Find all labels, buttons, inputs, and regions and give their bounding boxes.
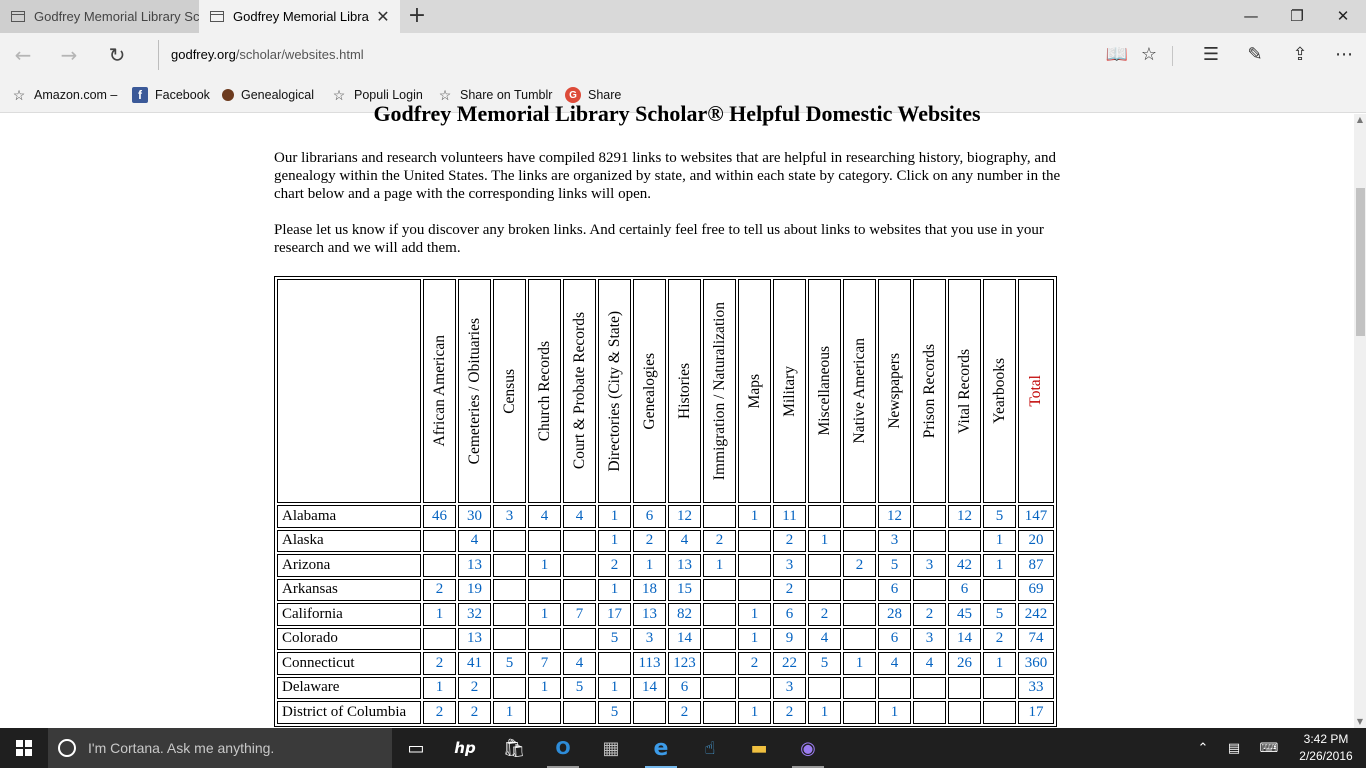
total-link-cell[interactable]: 33 (1018, 677, 1054, 700)
column-header: Church Records (535, 340, 553, 442)
link-count-cell (913, 677, 946, 700)
link-count-cell[interactable]: 19 (458, 579, 491, 602)
scroll-down-arrow-icon[interactable]: ▼ (1356, 717, 1364, 726)
link-count-cell (808, 554, 841, 577)
link-count-cell[interactable]: 1 (808, 701, 841, 724)
scroll-thumb[interactable] (1356, 188, 1365, 336)
link-count-cell[interactable]: 12 (948, 505, 981, 528)
link-count-cell (528, 579, 561, 602)
link-count-cell (563, 628, 596, 651)
table-row (277, 505, 1054, 528)
link-count-cell[interactable]: 17 (598, 603, 631, 626)
start-button[interactable] (0, 728, 48, 768)
total-link-cell[interactable]: 17 (1018, 701, 1054, 724)
link-count-cell (808, 505, 841, 528)
link-count-cell[interactable]: 4 (668, 530, 701, 553)
link-count-cell (703, 579, 736, 602)
tab-godfrey-1[interactable] (0, 0, 199, 33)
link-count-cell[interactable]: 2 (773, 579, 806, 602)
link-count-cell[interactable]: 3 (878, 530, 911, 553)
star-icon: ☆ (12, 86, 26, 103)
column-header: Prison Records (920, 343, 938, 439)
forward-arrow-icon[interactable]: → (60, 43, 78, 67)
link-count-cell[interactable]: 2 (843, 554, 876, 577)
link-count-cell[interactable]: 30 (458, 505, 491, 528)
link-count-cell[interactable]: 2 (913, 603, 946, 626)
link-count-cell[interactable]: 14 (948, 628, 981, 651)
link-count-cell[interactable]: 1 (423, 603, 456, 626)
star-icon: ☆ (332, 86, 346, 103)
link-count-cell (493, 628, 526, 651)
state-name-cell: Colorado (277, 628, 421, 651)
column-header: Newspapers (885, 353, 903, 429)
link-count-cell[interactable]: 6 (948, 579, 981, 602)
link-count-cell (528, 530, 561, 553)
link-count-cell[interactable]: 2 (808, 603, 841, 626)
column-header: Vital Records (955, 348, 973, 434)
link-count-cell (633, 701, 666, 724)
link-count-cell[interactable]: 26 (948, 652, 981, 675)
link-count-cell[interactable]: 3 (493, 505, 526, 528)
state-name-cell: Arizona (277, 554, 421, 577)
link-count-cell[interactable]: 1 (878, 701, 911, 724)
share-icon[interactable]: ⇪ (1292, 44, 1308, 65)
state-header (277, 279, 421, 503)
link-count-cell (528, 628, 561, 651)
favorite-star-icon[interactable]: ☆ (1140, 44, 1158, 65)
toolbar-divider (1172, 46, 1173, 66)
link-count-cell (913, 701, 946, 724)
hp-app-icon[interactable]: hp (454, 739, 476, 757)
table-row (277, 579, 1054, 602)
websites-table (274, 276, 1057, 727)
link-count-cell[interactable]: 5 (878, 554, 911, 577)
close-tab-icon[interactable]: ✕ (376, 8, 390, 26)
link-count-cell[interactable]: 1 (738, 505, 771, 528)
link-count-cell[interactable]: 123 (668, 652, 701, 675)
table-header-row (277, 279, 1054, 503)
link-count-cell[interactable]: 4 (913, 652, 946, 675)
link-count-cell[interactable]: 2 (598, 554, 631, 577)
link-count-cell[interactable]: 3 (913, 554, 946, 577)
table-row (277, 652, 1054, 675)
web-note-icon[interactable]: ✎ (1247, 44, 1263, 65)
taskbar (0, 728, 1366, 768)
table-row (277, 554, 1054, 577)
link-count-cell[interactable]: 82 (668, 603, 701, 626)
link-count-cell[interactable]: 1 (808, 530, 841, 553)
navigation-bar (0, 33, 1366, 77)
windows-logo-icon (16, 740, 32, 756)
total-column-header: Total (1027, 375, 1044, 407)
link-count-cell[interactable]: 1 (738, 701, 771, 724)
link-count-cell (983, 677, 1016, 700)
column-header: Maps (745, 373, 763, 409)
tab-title: Godfrey Memorial Libra (233, 9, 369, 24)
link-count-cell (423, 628, 456, 651)
link-count-cell[interactable]: 13 (458, 554, 491, 577)
column-header: Histories (675, 363, 693, 419)
link-count-cell[interactable]: 18 (633, 579, 666, 602)
system-clock[interactable] (1290, 731, 1362, 765)
table-row (277, 603, 1054, 626)
hub-icon[interactable]: ☰ (1202, 44, 1220, 65)
link-count-cell (493, 530, 526, 553)
link-count-cell[interactable]: 1 (598, 530, 631, 553)
link-count-cell[interactable]: 1 (738, 628, 771, 651)
link-count-cell[interactable]: 1 (983, 652, 1016, 675)
column-header: Immigration / Naturalization (710, 301, 728, 481)
link-count-cell[interactable]: 5 (493, 652, 526, 675)
link-count-cell[interactable]: 4 (563, 505, 596, 528)
link-count-cell[interactable]: 4 (808, 628, 841, 651)
link-count-cell[interactable]: 4 (878, 652, 911, 675)
link-count-cell (563, 579, 596, 602)
column-header: Directories (City & State) (605, 310, 623, 472)
link-count-cell (948, 530, 981, 553)
link-count-cell[interactable]: 1 (598, 579, 631, 602)
link-count-cell[interactable]: 11 (773, 505, 806, 528)
link-count-cell (563, 701, 596, 724)
link-count-cell[interactable]: 2 (458, 677, 491, 700)
keyboard-icon[interactable]: ⌨ (1259, 740, 1279, 756)
column-header: Census (500, 368, 518, 414)
link-count-cell (843, 579, 876, 602)
link-count-cell (843, 701, 876, 724)
link-count-cell[interactable]: 2 (423, 579, 456, 602)
minimize-button[interactable]: — (1243, 7, 1259, 25)
link-count-cell[interactable]: 46 (423, 505, 456, 528)
link-count-cell[interactable]: 2 (703, 530, 736, 553)
link-count-cell (808, 677, 841, 700)
table-row (277, 628, 1054, 651)
link-count-cell[interactable]: 5 (808, 652, 841, 675)
link-count-cell (703, 603, 736, 626)
link-count-cell (948, 701, 981, 724)
link-count-cell[interactable]: 1 (493, 701, 526, 724)
link-count-cell (738, 554, 771, 577)
total-link-cell[interactable]: 360 (1018, 652, 1054, 675)
edge-browser-icon[interactable]: e (641, 732, 681, 764)
link-count-cell[interactable]: 7 (563, 603, 596, 626)
link-count-cell[interactable]: 13 (668, 554, 701, 577)
link-count-cell[interactable]: 5 (563, 677, 596, 700)
link-count-cell[interactable]: 1 (633, 554, 666, 577)
link-count-cell (878, 677, 911, 700)
link-count-cell[interactable]: 1 (598, 677, 631, 700)
link-count-cell (703, 628, 736, 651)
link-count-cell (913, 505, 946, 528)
link-count-cell (983, 701, 1016, 724)
address-bar[interactable] (158, 40, 1058, 70)
table-row (277, 530, 1054, 553)
link-count-cell (843, 603, 876, 626)
column-header: Military (780, 365, 798, 417)
link-count-cell[interactable]: 22 (773, 652, 806, 675)
link-count-cell[interactable]: 1 (598, 505, 631, 528)
fav-label: Populi Login (354, 88, 423, 102)
link-count-cell (423, 530, 456, 553)
link-count-cell[interactable]: 1 (423, 677, 456, 700)
link-count-cell (493, 677, 526, 700)
link-count-cell[interactable]: 1 (983, 530, 1016, 553)
link-count-cell[interactable]: 28 (878, 603, 911, 626)
tab-strip (0, 0, 1366, 33)
cortana-icon (58, 739, 76, 757)
link-count-cell (843, 628, 876, 651)
link-count-cell (703, 652, 736, 675)
link-count-cell[interactable]: 7 (528, 652, 561, 675)
link-count-cell[interactable]: 15 (668, 579, 701, 602)
star-icon: ☆ (438, 86, 452, 103)
link-count-cell[interactable]: 9 (773, 628, 806, 651)
link-count-cell (563, 554, 596, 577)
share-icon: G (565, 87, 581, 103)
link-count-cell[interactable]: 2 (738, 652, 771, 675)
link-count-cell[interactable]: 1 (843, 652, 876, 675)
link-count-cell[interactable]: 4 (458, 530, 491, 553)
file-explorer-icon[interactable]: ▬ (750, 737, 768, 759)
clock-date: 2/26/2016 (1299, 749, 1353, 763)
restore-button[interactable]: ❐ (1290, 7, 1304, 25)
link-count-cell[interactable]: 14 (633, 677, 666, 700)
task-view-icon[interactable]: ▭ (407, 737, 425, 759)
link-count-cell[interactable]: 6 (878, 579, 911, 602)
column-header: Native American (850, 338, 868, 444)
link-count-cell (493, 554, 526, 577)
column-header: Cemeteries / Obituaries (465, 317, 483, 465)
link-count-cell[interactable]: 5 (598, 701, 631, 724)
media-player-icon[interactable]: ◉ (788, 732, 828, 764)
link-count-cell[interactable]: 4 (563, 652, 596, 675)
link-count-cell (738, 530, 771, 553)
link-count-cell[interactable]: 41 (458, 652, 491, 675)
link-count-cell (703, 701, 736, 724)
fav-label: Facebook (155, 88, 210, 102)
column-header: African American (430, 335, 448, 447)
total-link-cell[interactable]: 242 (1018, 603, 1054, 626)
total-link-cell[interactable]: 20 (1018, 530, 1054, 553)
calculator-icon[interactable]: ▦ (602, 737, 620, 759)
link-count-cell (808, 579, 841, 602)
link-count-cell[interactable]: 14 (668, 628, 701, 651)
link-count-cell[interactable]: 13 (633, 603, 666, 626)
link-count-cell (948, 677, 981, 700)
link-count-cell[interactable]: 6 (633, 505, 666, 528)
link-count-cell[interactable]: 5 (598, 628, 631, 651)
link-count-cell[interactable]: 13 (458, 628, 491, 651)
total-link-cell[interactable]: 87 (1018, 554, 1054, 577)
link-count-cell[interactable]: 3 (633, 628, 666, 651)
link-count-cell[interactable]: 3 (773, 554, 806, 577)
table-body (277, 505, 1054, 724)
tray-chevron-icon[interactable]: ⌃ (1197, 740, 1209, 756)
link-count-cell[interactable]: 1 (528, 554, 561, 577)
link-count-cell[interactable]: 2 (668, 701, 701, 724)
link-count-cell[interactable]: 1 (738, 603, 771, 626)
link-count-cell[interactable]: 2 (633, 530, 666, 553)
link-count-cell[interactable]: 2 (983, 628, 1016, 651)
intro-paragraph: Our librarians and research volunteers have compiled 8291 links to websites that are helpful in researching history, biography, and genealogy within the United States. The links are organized by state, and within each state by category. Click on any number in the chart below and a page with the corresponding links will open. (274, 150, 1061, 202)
action-center-icon[interactable]: ▤ (1227, 740, 1241, 756)
tab-godfrey-2[interactable] (199, 0, 400, 33)
link-count-cell (843, 677, 876, 700)
link-count-cell (703, 677, 736, 700)
close-window-button[interactable]: ✕ (1336, 7, 1350, 25)
link-count-cell (493, 603, 526, 626)
table-row (277, 701, 1054, 724)
reading-view-icon[interactable]: 📖 (1105, 44, 1129, 65)
state-name-cell: Connecticut (277, 652, 421, 675)
clock-time: 3:42 PM (1303, 732, 1349, 746)
total-link-cell[interactable]: 74 (1018, 628, 1054, 651)
link-count-cell[interactable]: 3 (913, 628, 946, 651)
link-count-cell (738, 579, 771, 602)
link-count-cell[interactable]: 42 (948, 554, 981, 577)
outlook-icon[interactable]: O (543, 732, 583, 764)
link-count-cell (528, 701, 561, 724)
link-count-cell (563, 530, 596, 553)
link-count-cell[interactable]: 2 (423, 652, 456, 675)
link-count-cell[interactable]: 32 (458, 603, 491, 626)
link-count-cell[interactable]: 5 (983, 603, 1016, 626)
state-name-cell: California (277, 603, 421, 626)
cortana-placeholder: I'm Cortana. Ask me anything. (88, 740, 275, 756)
state-name-cell: Arkansas (277, 579, 421, 602)
refresh-icon[interactable]: ↻ (108, 43, 126, 67)
link-count-cell[interactable]: 1 (528, 677, 561, 700)
link-count-cell[interactable]: 4 (528, 505, 561, 528)
address-path: /scholar/websites.html (235, 47, 364, 62)
page-icon (210, 11, 224, 22)
tab-title: Godfrey Memorial Library Sc (34, 9, 200, 24)
link-count-cell (913, 530, 946, 553)
state-name-cell: Alaska (277, 530, 421, 553)
page-icon (11, 11, 25, 22)
column-header: Genealogies (640, 352, 658, 430)
column-header: Court & Probate Records (570, 312, 588, 470)
link-count-cell[interactable]: 5 (983, 505, 1016, 528)
more-icon[interactable]: ⋯ (1335, 44, 1353, 65)
link-count-cell[interactable]: 2 (773, 530, 806, 553)
link-count-cell[interactable]: 1 (703, 554, 736, 577)
fav-label: Genealogical (241, 88, 314, 102)
link-count-cell (913, 579, 946, 602)
link-count-cell (598, 652, 631, 675)
touch-app-icon[interactable]: ☝ (704, 737, 716, 759)
link-count-cell[interactable]: 1 (528, 603, 561, 626)
link-count-cell[interactable]: 12 (668, 505, 701, 528)
fav-label: Share (588, 88, 622, 102)
back-arrow-icon[interactable]: ← (14, 43, 32, 67)
link-count-cell[interactable]: 6 (773, 603, 806, 626)
link-count-cell (843, 505, 876, 528)
column-header: Yearbooks (990, 358, 1008, 424)
state-name-cell: District of Columbia (277, 701, 421, 724)
page-viewport (0, 101, 1354, 728)
page-scrollbar[interactable] (1354, 114, 1366, 728)
page-title: Godfrey Memorial Library Scholar® Helpful Domestic Websites (373, 101, 981, 126)
link-count-cell (703, 505, 736, 528)
link-count-cell[interactable]: 1 (983, 554, 1016, 577)
store-icon[interactable]: 🛍 (502, 737, 526, 759)
address-domain: godfrey.org (171, 47, 236, 62)
link-count-cell[interactable]: 113 (633, 652, 666, 675)
link-count-cell[interactable]: 2 (423, 701, 456, 724)
link-count-cell[interactable]: 12 (878, 505, 911, 528)
state-name-cell: Alabama (277, 505, 421, 528)
column-header: Miscellaneous (815, 346, 833, 436)
total-link-cell[interactable]: 69 (1018, 579, 1054, 602)
cortana-search-box[interactable] (48, 728, 392, 768)
scroll-up-arrow-icon[interactable]: ▲ (1356, 115, 1364, 124)
fav-label: Amazon.com – (34, 88, 118, 102)
link-count-cell[interactable]: 45 (948, 603, 981, 626)
fav-label: Share on Tumblr (460, 88, 553, 102)
link-count-cell (983, 579, 1016, 602)
link-count-cell[interactable]: 2 (773, 701, 806, 724)
new-tab-button[interactable]: + (407, 3, 427, 28)
state-name-cell: Delaware (277, 677, 421, 700)
genealogical-icon (222, 89, 234, 101)
link-count-cell[interactable]: 3 (773, 677, 806, 700)
link-count-cell (423, 554, 456, 577)
link-count-cell (843, 530, 876, 553)
facebook-icon: f (132, 87, 148, 103)
feedback-paragraph: Please let us know if you discover any broken links. And certainly feel free to tell us about links to websites that you use in your research and we will add them. (274, 222, 1044, 256)
link-count-cell (738, 677, 771, 700)
link-count-cell (493, 579, 526, 602)
link-count-cell[interactable]: 6 (668, 677, 701, 700)
link-count-cell[interactable]: 6 (878, 628, 911, 651)
table-row (277, 677, 1054, 700)
total-link-cell[interactable]: 147 (1018, 505, 1054, 528)
link-count-cell[interactable]: 2 (458, 701, 491, 724)
